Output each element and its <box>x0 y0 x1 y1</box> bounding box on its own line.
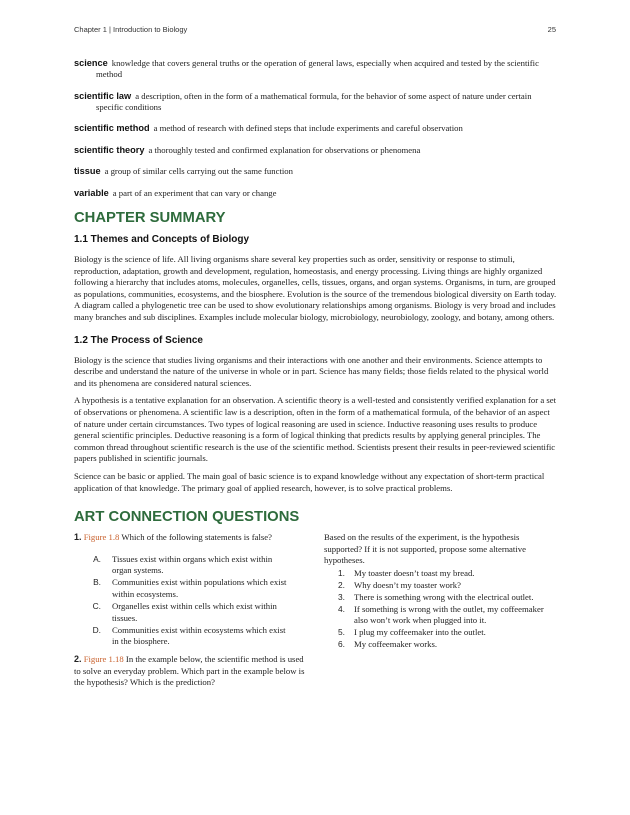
page-content <box>74 58 558 689</box>
step-text: My coffeemaker works. <box>354 638 438 649</box>
option-label: C. <box>92 601 101 612</box>
glossary-item <box>74 188 558 199</box>
glossary-term: scientific method <box>74 123 150 133</box>
option-text: Tissues exist within organs which exist within organ systems. <box>112 553 273 576</box>
glossary-item <box>74 166 558 177</box>
option-label: D. <box>92 624 101 635</box>
page-header <box>74 25 556 34</box>
glossary-definition: a part of an experiment that can vary or change <box>112 187 277 198</box>
section-1-2-heading: 1.2 The Process of Science <box>74 334 203 346</box>
section-1-1-paragraph: Biology is the science of life. All living organisms share several key properties such as order, sensitivity or response to stimuli, reproduction, adaptation, growth and development, regulation, homeostasis, and energy processing. Living things are highly organized following a hierarchy that includes atoms, molecules, organelles, cells, tissues, organs, and organ systems. Organisms, in turn, are grouped as populations, communities, ecosystems, and the biosphere. Evolution is the source of the tremendous biological diversity on Earth today. A diagram called a phylogenetic tree can be used to show evolutionary relationships among organisms. Biology is very broad and includes many branches and sub disciplines. Examples include molecular biology, microbiology, neurobiology, zoology, and botany, among others. <box>74 254 557 322</box>
glossary-item <box>74 58 558 80</box>
option-text: Communities exist within ecosystems which exist in the biosphere. <box>112 624 286 647</box>
option-label: A. <box>93 553 101 564</box>
glossary-definition: knowledge that covers general truths or the operation of general laws, especially when acquired and tested by the scientific method <box>96 58 539 79</box>
step-text: There is something wrong with the electrical outlet. <box>354 591 534 602</box>
option-text: Communities exist within populations which exist within ecosystems. <box>112 577 287 599</box>
questions-columns <box>74 532 558 689</box>
glossary-term: science <box>74 58 108 68</box>
questions-right-column <box>324 532 558 689</box>
art-connection-heading: ART CONNECTION QUESTIONS <box>74 509 300 526</box>
step-item <box>324 568 558 580</box>
glossary-definition: a method of research with defined steps that include experiments and careful observation <box>153 123 463 133</box>
option-text: Organelles exist within cells which exist within tissues. <box>112 601 277 623</box>
step-number: 2. <box>338 579 345 590</box>
step-number: 4. <box>338 603 345 614</box>
glossary-term: scientific law <box>74 90 132 101</box>
answer-option <box>74 601 308 624</box>
step-item <box>324 604 558 627</box>
step-number: 6. <box>338 638 345 649</box>
scientific-method-steps <box>324 568 558 651</box>
answer-options <box>74 554 308 648</box>
section-1-2-paragraph-3: Science can be basic or applied. The main goal of basic science is to expand knowledge without any expectation of short-term practical application of that knowledge. The primary goal of applied research, however, is to solve practical problems. <box>74 470 545 493</box>
chapter-summary-heading: CHAPTER SUMMARY <box>74 210 226 226</box>
step-text: My toaster doesn’t toast my bread. <box>354 567 475 578</box>
glossary <box>74 58 558 199</box>
answer-option <box>74 625 308 648</box>
step-item <box>324 592 558 604</box>
question-number: 2. <box>74 653 82 664</box>
question-1 <box>74 532 308 544</box>
option-label: B. <box>93 577 101 588</box>
question-number: 1. <box>74 532 82 543</box>
glossary-item <box>74 145 558 156</box>
glossary-term: tissue <box>74 166 101 176</box>
step-item <box>324 627 558 639</box>
glossary-term: variable <box>74 187 109 198</box>
page-number: 25 <box>547 25 556 34</box>
step-number: 5. <box>338 627 345 638</box>
glossary-definition: a description, often in the form of a mathematical formula, for the behavior of some aspect of nature under certain specific conditions <box>96 90 532 112</box>
answer-option <box>74 554 308 577</box>
answer-option <box>74 577 308 600</box>
question-2 <box>74 654 308 689</box>
step-number: 1. <box>338 567 345 578</box>
step-item <box>324 580 558 592</box>
section-1-2-paragraph-2: A hypothesis is a tentative explanation for an observation. A scientific theory is a well-tested and consistently verified explanation for a set of observations or phenomena. A scientific law is a description, often in the form of a mathematical formula, of the behavior of an aspect of nature under certain circumstances. Two types of logical reasoning are used in science. Inductive reasoning uses results to produce general scientific principles. Deductive reasoning is a form of logical thinking that predicts results by applying general principles. The common thread throughout scientific research is the use of the scientific method. Scientists present their results in peer-reviewed scientific papers published in scientific journals. <box>74 395 557 464</box>
figure-link[interactable]: Figure 1.8 <box>83 532 120 543</box>
glossary-definition: a group of similar cells carrying out the same function <box>104 166 293 176</box>
question-2-continuation: Based on the results of the experiment, is the hypothesis supported? If it is not supported, propose some alternative hypotheses. <box>324 532 526 566</box>
glossary-item <box>74 91 558 113</box>
glossary-term: scientific theory <box>74 144 145 155</box>
section-1-2-paragraph-1: Biology is the science that studies living organisms and their interactions with one another and their environments. Science attempts to describe and understand the nature of the universe in whole or in part. Science has many fields; those fields related to the physical world and its phenomena are considered natural sciences. <box>74 354 549 388</box>
question-text: Which of the following statements is false? <box>119 532 272 543</box>
step-number: 3. <box>338 591 345 602</box>
section-1-1-heading: 1.1 Themes and Concepts of Biology <box>74 234 250 245</box>
questions-left-column <box>74 532 308 689</box>
figure-link[interactable]: Figure 1.18 <box>83 653 124 664</box>
step-item <box>324 639 558 651</box>
chapter-title: Chapter 1 | Introduction to Biology <box>74 25 188 34</box>
question-text: In the example below, the scientific method is used to solve an everyday problem. Which part in the example below is the hypothesis? Which is the prediction? <box>74 653 305 688</box>
step-text: I plug my coffeemaker into the outlet. <box>354 627 486 638</box>
glossary-item <box>74 123 558 134</box>
step-text: If something is wrong with the outlet, my coffeemaker also won’t work when plugged into it. <box>354 603 544 626</box>
step-text: Why doesn’t my toaster work? <box>354 579 461 590</box>
glossary-definition: a thoroughly tested and confirmed explanation for observations or phenomena <box>148 144 421 155</box>
